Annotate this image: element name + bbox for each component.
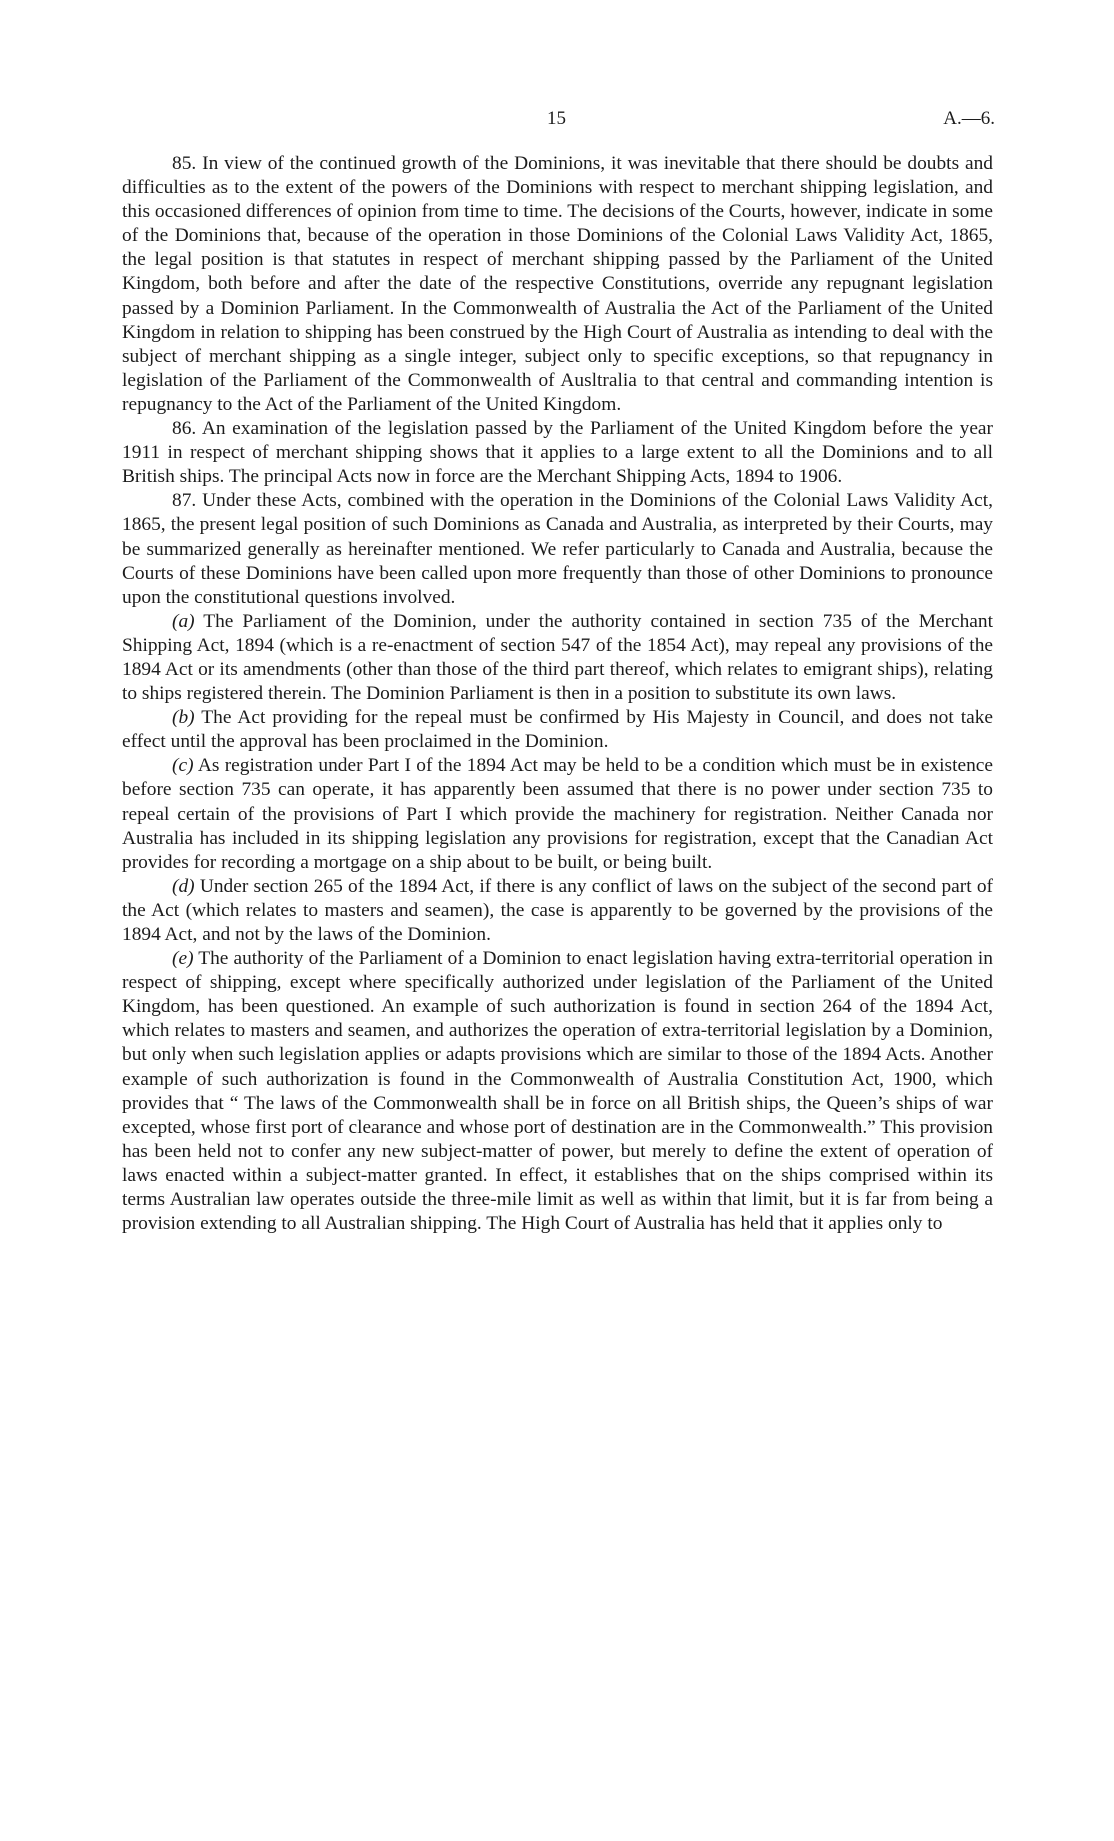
subparagraph-label: (c) — [172, 755, 194, 777]
subparagraph-label: (a) — [172, 610, 195, 632]
paragraph-87 — [122, 489, 993, 609]
subparagraph-label: (b) — [172, 707, 195, 729]
subparagraph-a — [122, 610, 993, 706]
subparagraph-label: (d) — [172, 875, 195, 897]
subparagraph-c — [122, 754, 993, 874]
subparagraph-e — [122, 947, 993, 1236]
paragraph-text: As registration under Part I of the 1894 Act may be held to be a condition which must be in existence before section 735 can operate, it has apparently been assumed that there is no power under section 735 to repeal certain of the provisions of Part I which provide the machinery for registration. Neither Canada nor Australia has included in its shipping legislation any provisions for registration, except that the Canadian Act provides for recording a mortgage on a ship about to be built, or being built. — [122, 755, 993, 873]
subparagraph-d — [122, 875, 993, 947]
paragraph-text: 86. An examination of the legislation passed by the Parliament of the United Kingdom before the year 1911 in respect of merchant shipping shows that it applies to a large extent to all the Dominions and to all British ships. The principal Acts now in force are the Merchant Shipping Acts, 1894 to 1906. — [122, 418, 993, 488]
page-header — [0, 108, 1114, 132]
paragraph-86 — [122, 417, 993, 489]
page-number: 15 — [547, 108, 566, 129]
paragraph-text: Under section 265 of the 1894 Act, if there is any conflict of laws on the subject of the second part of the Act (which relates to masters and seamen), the case is apparently to be governed by the provisions of the 1894 Act, and not by the laws of the Dominion. — [122, 875, 993, 945]
subparagraph-label: (e) — [172, 948, 194, 970]
subparagraph-b — [122, 706, 993, 754]
document-reference: A.—6. — [943, 108, 995, 129]
paragraph-85 — [122, 152, 993, 417]
paragraph-text: 87. Under these Acts, combined with the operation in the Dominions of the Colonial Laws Validity Act, 1865, the present legal position of such Dominions as Canada and Australia, as interpreted by their Courts, may be summarized generally as hereinafter mentioned. We refer particularly to Canada and Australia, because the Courts of these Dominions have been called upon more frequently than those of other Dominions to pronounce upon the constitutional questions involved. — [122, 490, 993, 608]
paragraph-text: The Parliament of the Dominion, under the authority contained in section 735 of the Merchant Shipping Act, 1894 (which is a re-enactment of section 547 of the 1854 Act), may repeal any provisions of the 1894 Act or its amendments (other than those of the third part thereof, which relates to emigrant ships), relating to ships registered therein. The Dominion Parliament is then in a position to substitute its own laws. — [122, 610, 993, 705]
paragraph-text: The authority of the Parliament of a Dominion to enact legislation having extra-territorial operation in respect of shipping, except where specifically authorized under legislation of the Parliament of the United Kingdom, has been questioned. An example of such authorization is found in section 264 of the 1894 Act, which relates to masters and seamen, and authorizes the operation of extra-territorial legislation by a Dominion, but only when such legislation applies or adapts provisions which are similar to those of the 1894 Acts. Another example of such authorization is found in the Commonwealth of Australia Constitution Act, 1900, which provides that “ The laws of the Commonwealth shall be in force on all British ships, the Queen’s ships of war excepted, whose first port of clearance and whose port of destination are in the Commonwealth.” This provision has been held not to confer any new subject-matter of power, but merely to define the extent of operation of laws enacted within a subject-matter granted. In effect, it establishes that on the ships comprised within its terms Australian law operates outside the three-mile limit as well as within that limit, but it is far from being a provision extending to all Australian shipping. The High Court of Australia has held that it applies only to — [122, 948, 994, 1235]
paragraph-text: The Act providing for the repeal must be confirmed by His Majesty in Council, and does not take effect until the approval has been proclaimed in the Dominion. — [122, 707, 994, 753]
paragraph-text: 85. In view of the continued growth of the Dominions, it was inevitable that there should be doubts and difficulties as to the extent of the powers of the Dominions with respect to merchant shipping legislation, and this occasioned differences of opinion from time to time. The decisions of the Courts, however, indicate in some of the Dominions that, because of the operation in those Dominions of the Colonial Laws Validity Act, 1865, the legal position is that statutes in respect of merchant shipping passed by the Parliament of the United Kingdom, both before and after the date of the respective Constitutions, override any repugnant legislation passed by a Dominion Parliament. In the Commonwealth of Australia the Act of the Parliament of the United Kingdom in relation to shipping has been construed by the High Court of Australia as intending to deal with the subject of merchant shipping as a single integer, subject only to specific exceptions, so that repugnancy in legislation of the Parliament of the Commonwealth of Ausltralia to that central and commanding intention is repugnancy to the Act of the Parliament of the United Kingdom. — [122, 153, 993, 415]
body-text — [122, 152, 993, 1236]
